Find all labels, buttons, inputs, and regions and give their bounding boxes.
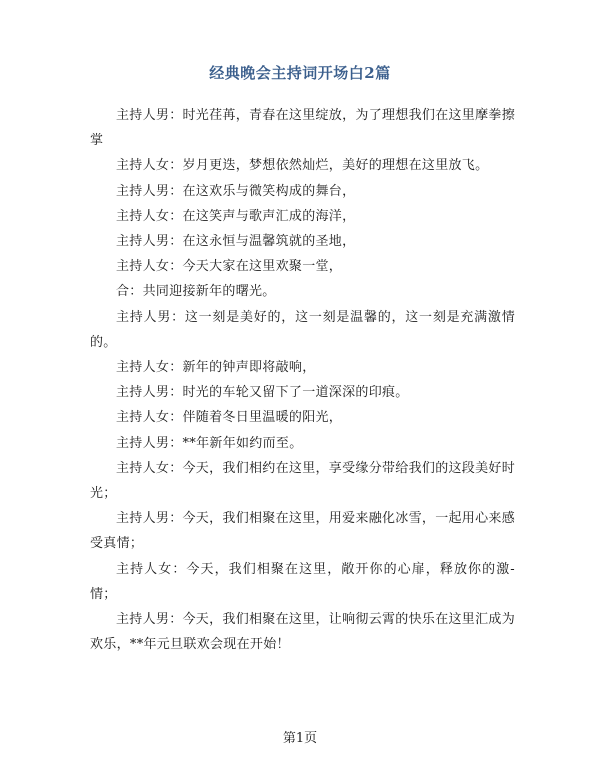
paragraph: 合：共同迎接新年的曙光。 bbox=[116, 284, 276, 300]
paragraph: 主持人女：今天，我们相聚在这里，敞开你的心扉，释放你的激-情； bbox=[90, 561, 515, 602]
paragraph: 主持人女：今天，我们相约在这里，享受缘分带给我们的这段美好时光； bbox=[90, 460, 516, 502]
paragraph: 主持人男：在这欢乐与微笑构成的舞台， bbox=[116, 183, 356, 199]
paragraph: 主持人男：**年新年如约而至。 bbox=[116, 435, 303, 451]
paragraph: 主持人男：时光荏苒，青春在这里绽放，为了理想我们在这里摩拳擦掌 bbox=[90, 108, 516, 149]
paragraph: 主持人男：今天，我们相聚在这里，用爱来融化冰雪，一起用心来感受真情； bbox=[90, 511, 516, 552]
paragraph: 主持人女：新年的钟声即将敲响， bbox=[116, 360, 316, 376]
paragraph: 主持人男：这一刻是美好的，这一刻是温馨的，这一刻是充满激情的。 bbox=[90, 309, 515, 350]
paragraph: 主持人男：在这永恒与温馨筑就的圣地， bbox=[116, 234, 356, 250]
paragraph: 主持人男：今天，我们相聚在这里，让响彻云霄的快乐在这里汇成为欢乐，**年元旦联欢会现在开始！ bbox=[90, 612, 516, 653]
document-body bbox=[90, 103, 515, 657]
paragraph: 主持人女：岁月更迭，梦想依然灿烂，美好的理想在这里放飞。 bbox=[116, 158, 489, 174]
paragraph: 主持人女：在这笑声与歌声汇成的海洋， bbox=[116, 208, 356, 224]
document-title: 经典晚会主持词开场白2篇 bbox=[209, 64, 391, 82]
paragraph: 主持人男：时光的车轮又留下了一道深深的印痕。 bbox=[116, 385, 409, 401]
page-number: 第1页 bbox=[282, 731, 318, 746]
paragraph: 主持人女：今天大家在这里欢聚一堂， bbox=[116, 259, 343, 275]
paragraph: 主持人女：伴随着冬日里温暖的阳光， bbox=[116, 410, 343, 426]
